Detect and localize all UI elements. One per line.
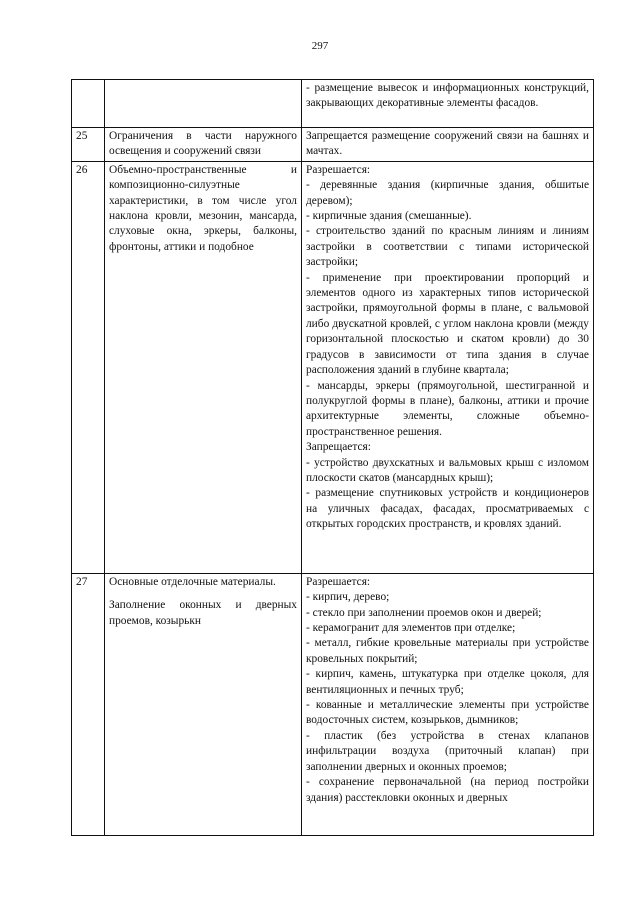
content-line: - мансарды, эркеры (прямоугольной, шестигранной и полукруглой формы в плане), балконы, аттики и прочие архитектурные элементы, сложные объемно-пространственное решения. [306, 379, 589, 438]
content-line: - применение при проектировании пропорций и элементов одного из характерных типов исторической застройки, прямоугольной формы в плане, с вальмовой либо двускатной кровлей, с углом наклона кровли (между горизонтальной плоскостью и скатом кровли) до 30 градусов в зависимости от типа здания в случае расположения зданий в глубине квартала; [306, 271, 589, 377]
parameter-cell [105, 161, 302, 573]
parameter-cell [105, 80, 302, 128]
content-cell [302, 573, 594, 835]
page-number: 297 [311, 40, 329, 52]
content-heading: Разрешается: [306, 575, 371, 588]
parameter-cell [105, 573, 302, 835]
content-cell [302, 128, 594, 162]
table-row [72, 80, 594, 128]
content-line: - сохранение первоначальной (на период постройки здания) расстекловки оконных и дверных [306, 776, 589, 804]
table-row [72, 128, 594, 162]
content-line: - размещение спутниковых устройств и кондиционеров на уличных фасадах, фасадах, просматриваемых с открытых городских пространств, и кровлях зданий. [306, 487, 589, 531]
content-heading: Разрешается: [306, 163, 371, 176]
row-number: 27 [72, 573, 105, 835]
content-line: - керамогранит для элементов при отделке; [306, 622, 516, 635]
content-line: - кованные и металлические элементы при устройстве водосточных систем, козырьков, дымников; [306, 699, 589, 727]
row-number [72, 80, 105, 128]
content-line: - кирпич, камень, штукатурка при отделке цоколя, для вентиляционных и печных труб; [306, 668, 589, 696]
regulations-table [71, 79, 594, 836]
table-row [72, 161, 594, 573]
content-heading: Запрещается: [306, 441, 371, 454]
content-cell [302, 80, 594, 128]
content-line: - размещение вывесок и информационных конструкций, закрывающих декоративные элементы фасадов. [306, 82, 589, 110]
content-line: - деревянные здания (кирпичные здания, обшитые деревом); [306, 179, 589, 207]
row-number: 25 [72, 128, 105, 162]
parameter-text: Ограничения в части наружного освещения и сооружений связи [109, 130, 297, 158]
content-cell [302, 161, 594, 573]
content-line: - устройство двухскатных и вальмовых крыш с изломом плоскости скатов (мансардных крыш); [306, 456, 589, 484]
parameter-text: Заполнение оконных и дверных проемов, козырькн [109, 599, 297, 627]
content-line: - кирпич, дерево; [306, 591, 390, 604]
table-row [72, 573, 594, 835]
content-line: - пластик (без устройства в стенах клапанов инфильтрации воздуха (приточный клапан) при заполнении дверных и оконных проемов; [306, 729, 589, 773]
content-line: - кирпичные здания (смешанные). [306, 210, 472, 223]
content-line: Запрещается размещение сооружений связи на башнях и мачтах. [306, 130, 589, 158]
parameter-text: Объемно-пространственные и композиционно-силуэтные характеристики, в том числе угол наклона кровли, мезонин, мансарда, слуховые окна, эркеры, балконы, фронтоны, аттики и подобное [109, 163, 297, 253]
content-line: - металл, гибкие кровельные материалы при устройстве кровельных покрытий; [306, 637, 589, 665]
row-number: 26 [72, 161, 105, 573]
parameter-cell [105, 128, 302, 162]
content-line: - строительство зданий по красным линиям и линиям застройки в соответствии с типами исторической застройки; [306, 225, 589, 269]
parameter-text: Основные отделочные материалы. [109, 575, 276, 588]
content-line: - стекло при заполнении проемов окон и дверей; [306, 606, 542, 619]
